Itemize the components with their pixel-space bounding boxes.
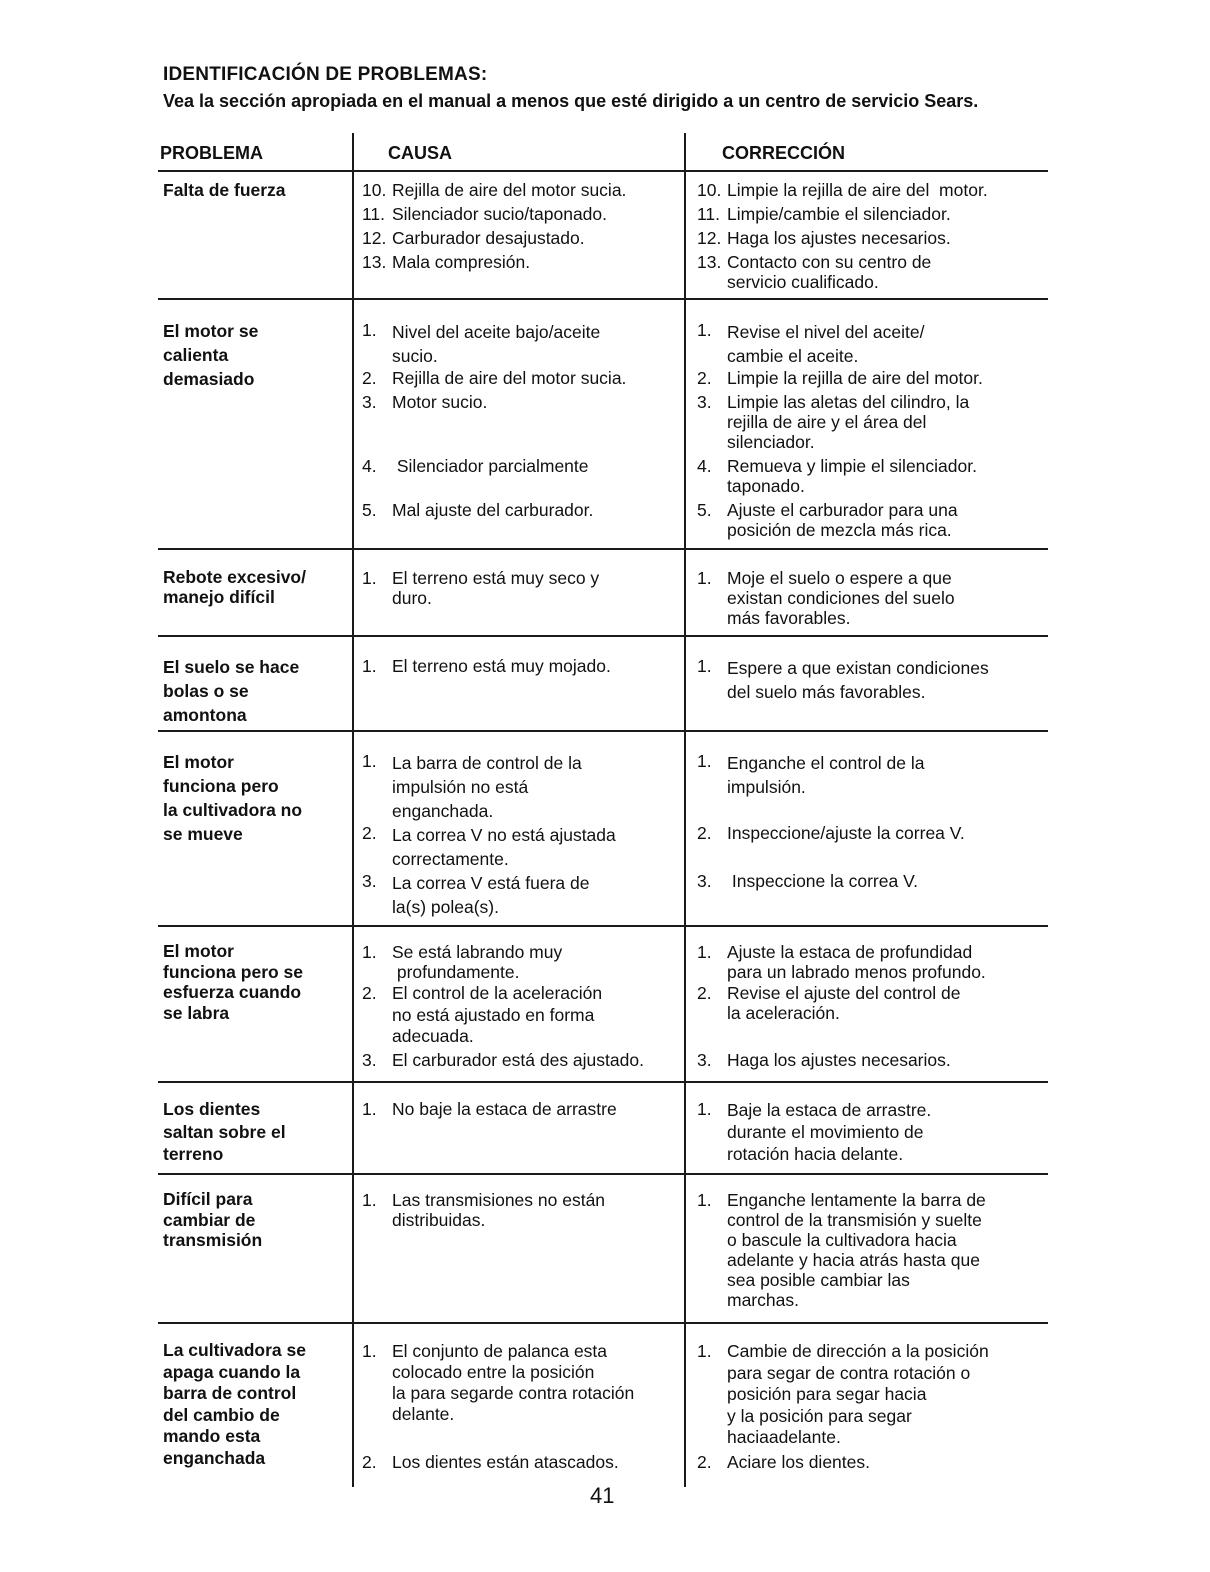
correction-item — [697, 320, 1047, 368]
cause-item — [362, 823, 682, 871]
cause-item — [362, 252, 682, 272]
correction-number: 1. — [697, 942, 712, 962]
correction-number: 11. — [697, 204, 721, 224]
correction-item — [697, 252, 1047, 292]
header-rule — [158, 170, 1048, 172]
correction-item — [697, 180, 1047, 200]
correction-item — [697, 456, 1047, 496]
correction-text: Haga los ajustes necesarios. — [727, 228, 951, 248]
cause-item — [362, 983, 682, 1048]
correction-item — [697, 228, 1047, 248]
row-separator — [158, 1173, 1048, 1175]
correction-text: Ajuste la estaca de profundidad para un labrado menos profundo. — [727, 942, 986, 982]
cause-number: 2. — [362, 1452, 377, 1472]
correction-text: Moje el suelo o espere a que existan condiciones del suelo más favorables. — [727, 568, 955, 628]
cause-item — [362, 320, 682, 368]
problem-label: El motor funciona pero la cultivadora no se mueve — [163, 752, 303, 844]
cause-number: 1. — [362, 568, 377, 588]
correction-text: Ajuste el carburador para una posición de mezcla más rica. — [727, 500, 958, 540]
problem-label: La cultivadora se apaga cuando la barra de control del cambio de mando esta enganchada — [163, 1340, 306, 1468]
correction-item — [697, 1050, 1047, 1070]
correction-text: Aciare los dientes. — [727, 1452, 870, 1472]
correction-item — [697, 1341, 1047, 1449]
cause-item — [362, 368, 682, 388]
cause-number: 1. — [362, 656, 377, 676]
cause-text: Se está labrando muy profundamente. — [392, 942, 563, 982]
cause-item — [362, 1099, 682, 1119]
page-number: 41 — [590, 1483, 615, 1508]
cause-text: Los dientes están atascados. — [392, 1452, 619, 1472]
correction-item — [697, 368, 1047, 388]
correction-number: 1. — [697, 568, 712, 588]
correction-number: 5. — [697, 500, 712, 520]
problem-label: Rebote excesivo/ manejo difícil — [163, 567, 306, 607]
row-separator — [158, 1081, 1048, 1083]
cause-item — [362, 568, 682, 608]
cause-item — [362, 871, 682, 919]
correction-number: 12. — [697, 228, 722, 248]
row-separator — [158, 730, 1048, 732]
cause-text: La correa V está fuera de la(s) polea(s). — [392, 873, 590, 917]
cause-item — [362, 456, 682, 476]
cause-number: 5. — [362, 500, 377, 520]
correction-number: 1. — [697, 656, 712, 676]
correction-text: Inspeccione/ajuste la correa V. — [727, 823, 965, 843]
correction-text: Limpie la rejilla de aire del motor. — [727, 180, 988, 200]
cause-number: 2. — [362, 823, 377, 843]
correction-number: 1. — [697, 1190, 712, 1210]
correction-text: Haga los ajustes necesarios. — [727, 1050, 951, 1070]
correction-text: Contacto con su centro de servicio cualificado. — [727, 252, 932, 292]
cause-text: Silenciador parcialmente — [392, 456, 589, 476]
cause-number: 3. — [362, 871, 377, 891]
correction-item — [697, 751, 1047, 799]
cause-number: 11. — [362, 204, 386, 224]
correction-number: 1. — [697, 751, 712, 771]
cause-number: 2. — [362, 983, 377, 1003]
correction-item — [697, 871, 1047, 891]
cause-number: 1. — [362, 751, 377, 771]
problem-label: Difícil para cambiar de transmisión — [163, 1189, 263, 1250]
cause-text: Rejilla de aire del motor sucia. — [392, 368, 627, 388]
cause-text: La correa V no está ajustada correctamente. — [392, 825, 616, 869]
correction-item — [697, 1452, 1047, 1472]
cause-text: El terreno está muy mojado. — [392, 656, 611, 676]
cause-item — [362, 1452, 682, 1472]
cause-number: 3. — [362, 392, 377, 412]
correction-text: Espere a que existan condiciones del suelo más favorables. — [727, 658, 989, 702]
correction-number: 2. — [697, 823, 712, 843]
problem-label: El motor funciona pero se esfuerza cuando se labra — [163, 941, 304, 1023]
cause-item — [362, 1190, 682, 1230]
cause-number: 1. — [362, 1099, 377, 1119]
row-separator — [158, 635, 1048, 637]
cause-text: Mala compresión. — [392, 252, 531, 272]
cause-number: 1. — [362, 1190, 377, 1210]
column-header-problem: PROBLEMA — [160, 143, 263, 163]
correction-text: Remueva y limpie el silenciador. taponado. — [727, 456, 977, 496]
cause-item — [362, 204, 682, 224]
correction-number: 1. — [697, 1099, 712, 1119]
cause-text: Nivel del aceite bajo/aceite sucio. — [392, 322, 601, 366]
page-title: IDENTIFICACIÓN DE PROBLEMAS: — [163, 64, 488, 85]
problem-label: El suelo se hace bolas o se amontona — [163, 657, 300, 725]
cause-item — [362, 942, 682, 982]
correction-text: Limpie la rejilla de aire del motor. — [727, 368, 983, 388]
cause-item — [362, 1050, 682, 1070]
correction-text: Cambie de dirección a la posición para segar de contra rotación o posición para segar hacia y la posición para segar haciaadelante. — [727, 1341, 989, 1447]
correction-text: Revise el ajuste del control de la aceleración. — [727, 983, 961, 1023]
correction-item — [697, 1099, 1047, 1165]
correction-number: 2. — [697, 368, 712, 388]
correction-text: Enganche lentamente la barra de control de la transmisión y suelte o bascule la cultivadora hacia adelante y hacia atrás hasta que sea posible cambiar las marchas. — [727, 1190, 986, 1310]
cause-number: 3. — [362, 1050, 377, 1070]
cause-number: 1. — [362, 320, 377, 340]
correction-text: Revise el nivel del aceite/ cambie el aceite. — [727, 322, 925, 366]
cause-number: 12. — [362, 228, 387, 248]
column-header-cause: CAUSA — [388, 143, 453, 163]
correction-text: Limpie las aletas del cilindro, la rejilla de aire y el área del silenciador. — [727, 392, 970, 452]
column-header-correction: CORRECCIÓN — [722, 143, 846, 163]
correction-item — [697, 568, 1047, 628]
cause-item — [362, 1341, 682, 1425]
correction-number: 3. — [697, 1050, 712, 1070]
correction-item — [697, 823, 1047, 843]
problem-label: El motor se calienta demasiado — [163, 321, 259, 389]
cause-text: No baje la estaca de arrastre — [392, 1099, 617, 1119]
correction-number: 13. — [697, 252, 722, 272]
cause-text: Mal ajuste del carburador. — [392, 500, 594, 520]
correction-number: 4. — [697, 456, 712, 476]
cause-number: 1. — [362, 1341, 377, 1361]
row-separator — [158, 1322, 1048, 1324]
cause-text: Motor sucio. — [392, 392, 488, 412]
cause-item — [362, 228, 682, 248]
correction-text: Limpie/cambie el silenciador. — [727, 204, 951, 224]
cause-text: Las transmisiones no están distribuidas. — [392, 1190, 606, 1230]
cause-text: El control de la aceleración no está ajustado en forma adecuada. — [392, 983, 603, 1046]
problem-label: Falta de fuerza — [163, 180, 286, 200]
problem-label: Los dientes saltan sobre el terreno — [163, 1099, 286, 1164]
cause-item — [362, 180, 682, 200]
cause-text: El conjunto de palanca esta colocado entre la posición la para segarde contra rotación delante. — [392, 1341, 635, 1424]
cause-item — [362, 656, 682, 676]
correction-text: Enganche el control de la impulsión. — [727, 753, 925, 797]
correction-number: 1. — [697, 320, 712, 340]
table-divider-left — [352, 133, 354, 1487]
correction-text: Baje la estaca de arrastre. durante el movimiento de rotación hacia delante. — [727, 1100, 932, 1164]
correction-number: 1. — [697, 1341, 712, 1361]
row-separator — [158, 298, 1048, 300]
page-subtitle: Vea la sección apropiada en el manual a menos que esté dirigido a un centro de servicio Sears. — [163, 91, 979, 111]
cause-number: 4. — [362, 456, 377, 476]
correction-number: 10. — [697, 180, 722, 200]
cause-item — [362, 500, 682, 520]
cause-text: Silenciador sucio/taponado. — [392, 204, 608, 224]
correction-number: 2. — [697, 983, 712, 1003]
cause-text: El terreno está muy seco y duro. — [392, 568, 600, 608]
cause-text: Rejilla de aire del motor sucia. — [392, 180, 627, 200]
cause-number: 10. — [362, 180, 387, 200]
cause-number: 13. — [362, 252, 387, 272]
cause-number: 1. — [362, 942, 377, 962]
correction-item — [697, 942, 1047, 982]
correction-item — [697, 392, 1047, 452]
row-separator — [158, 548, 1048, 550]
cause-item — [362, 751, 682, 823]
correction-item — [697, 500, 1047, 540]
correction-number: 3. — [697, 392, 712, 412]
cause-text: El carburador está des ajustado. — [392, 1050, 644, 1070]
cause-number: 2. — [362, 368, 377, 388]
correction-item — [697, 204, 1047, 224]
correction-item — [697, 656, 1047, 704]
correction-item — [697, 983, 1047, 1023]
cause-text: La barra de control de la impulsión no está enganchada. — [392, 753, 582, 821]
row-separator — [158, 925, 1048, 927]
cause-item — [362, 392, 682, 412]
correction-item — [697, 1190, 1047, 1310]
correction-number: 3. — [697, 871, 712, 891]
correction-number: 2. — [697, 1452, 712, 1472]
correction-text: Inspeccione la correa V. — [727, 871, 919, 891]
cause-text: Carburador desajustado. — [392, 228, 585, 248]
table-divider-right — [684, 133, 686, 1487]
